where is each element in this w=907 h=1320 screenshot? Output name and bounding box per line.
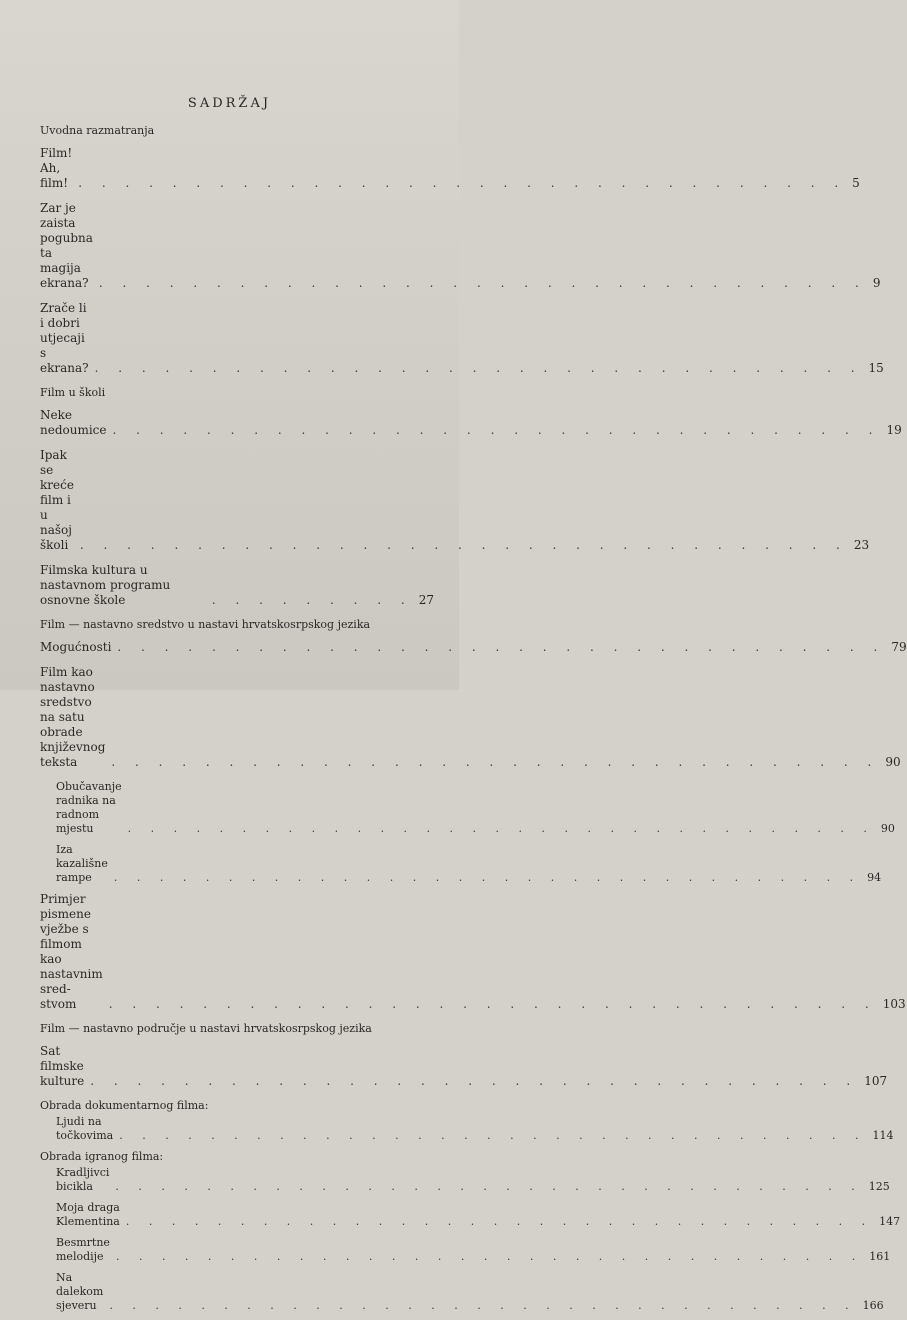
section-heading: Film — nastavno sredstvo u nastavi hrvatskosrpskog jezika <box>40 618 371 631</box>
section-heading: Uvodna razmatranja <box>40 124 155 137</box>
entry-page: 79 <box>891 640 907 654</box>
entry-page: 161 <box>869 1250 891 1263</box>
section-heading: Film — nastavno područje u nastavi hrvatskosrpskog jezika <box>40 1022 372 1035</box>
entry-title: Primjer pismene vježbe s filmom kao nastavnim sred- stvom <box>40 892 103 1011</box>
entry-title: Besmrtne melodije <box>56 1236 110 1263</box>
subsection-heading: Obrada dokumentarnog filma: <box>40 1099 209 1112</box>
entry-page: 114 <box>872 1129 894 1142</box>
entry-page: 94 <box>867 871 882 884</box>
leader-dots: . . . . . . . . . . . . . . . . . . . . . . . . . . . . . . . . . <box>119 1129 867 1142</box>
toc-entry <box>40 1166 890 1194</box>
leader-dots: . . . . . . . . . . . . . . . . . . . . . . . . . . . . . . . . . <box>79 538 848 552</box>
toc-entry <box>40 201 881 291</box>
leader-dots: . . . . . . . . . . . . . . . . . . . . . . . . . . . . . . . . . <box>112 423 881 437</box>
entry-page: 103 <box>882 997 906 1011</box>
leader-dots: . . . . . . . . . . . . . . . . . . . . . . . . . . . . . . . . . <box>117 640 886 654</box>
leader-dots: . . . . . . . . . . . . . . . . . . . . . . . . . . . . . . . . . <box>98 276 867 290</box>
toc-entry <box>40 301 884 376</box>
leader-dots: . . . . . . . . . . . . . . . . . . . . . . . . . . . . . . . . . <box>78 176 847 190</box>
toc-entry <box>40 563 434 608</box>
toc-entry <box>40 408 902 438</box>
toc-entry <box>40 1271 884 1313</box>
leader-dots: . . . . . . . . . . . . . . . . . . . . . . . . . . . . . . . . . <box>90 1074 859 1088</box>
entry-title: Mogućnosti <box>40 640 112 654</box>
entry-title: Sat filmske kulture <box>40 1044 85 1088</box>
toc-entry <box>40 780 895 836</box>
entry-page: 125 <box>868 1180 890 1193</box>
toc-entry <box>40 892 906 1012</box>
leader-dots: . . . . . . . . . . . . . . . . . . . . . . . . . . . . . . . . . <box>115 1250 864 1263</box>
entry-title: Kradljivci bicikla <box>56 1166 110 1193</box>
leader-dots: . . . . . . . . . . . . . . . . . . . . . . . . . . . . . . . . . <box>109 1299 857 1312</box>
entry-page: 5 <box>852 176 860 190</box>
toc-entry <box>40 1201 901 1229</box>
toc-entry <box>40 640 907 655</box>
toc-entry <box>40 146 860 191</box>
entry-title: Ljudi na točkovima <box>56 1115 114 1142</box>
entry-title: Moja draga Klementina <box>56 1201 120 1228</box>
leader-dots: . . . . . . . . . . . . . . . . . . . . . . . . . . . . . . . . . <box>127 822 875 835</box>
toc-entry <box>40 665 901 770</box>
leader-dots: . . . . . . . . . . . . . . . . . . . . . . . . . . . . . . . . . <box>115 1180 863 1193</box>
section-heading: Film u školi <box>40 386 106 399</box>
toc-entry <box>40 1115 894 1143</box>
leader-dots: . . . . . . . . . . . . . . . . . . . . . . . . . . . . . . . . . <box>108 997 877 1011</box>
entry-title: Zrače li i dobri utjecaji s ekrana? <box>40 301 89 375</box>
entry-page: 9 <box>872 276 881 290</box>
entry-title: Obučavanje radnika na radnom mjestu <box>56 780 122 835</box>
entry-page: 27 <box>418 593 434 607</box>
page-title: SADRŽAJ <box>187 96 272 111</box>
subsection-heading: Obrada igranog filma: <box>40 1150 164 1163</box>
entry-title: Ipak se kreće film i u našoj školi <box>40 448 74 552</box>
entry-title: Neke nedoumice <box>40 408 107 437</box>
entry-page: 90 <box>880 822 895 835</box>
entry-title: Filmska kultura u nastavnom programu osnovne škole <box>40 563 171 607</box>
entry-page: 107 <box>864 1074 888 1088</box>
entry-page: 23 <box>853 538 870 552</box>
entry-title: Na dalekom sjeveru <box>56 1271 104 1312</box>
leader-dots: . . . . . . . . . <box>211 593 413 607</box>
entry-title: Film kao nastavno sredstvo na satu obrade književnog teksta <box>40 665 106 769</box>
entry-page: 19 <box>886 423 902 437</box>
entry-page: 166 <box>862 1299 884 1312</box>
leader-dots: . . . . . . . . . . . . . . . . . . . . . . . . . . . . . . . . . <box>111 755 880 769</box>
entry-page: 147 <box>879 1215 901 1228</box>
entry-page: 15 <box>868 361 884 375</box>
leader-dots: . . . . . . . . . . . . . . . . . . . . . . . . . . . . . . . . . <box>125 1215 874 1228</box>
toc-entry <box>40 1236 891 1264</box>
leader-dots: . . . . . . . . . . . . . . . . . . . . . . . . . . . . . . . . . <box>94 361 863 375</box>
toc-entry <box>40 843 882 885</box>
entry-title: Film! Ah, film! <box>40 146 73 190</box>
table-of-contents <box>40 124 907 1320</box>
toc-entry <box>40 1044 888 1089</box>
entry-title: Zar je zaista pogubna ta magija ekrana? <box>40 201 93 290</box>
entry-title: Iza kazališne rampe <box>56 843 108 884</box>
leader-dots: . . . . . . . . . . . . . . . . . . . . . . . . . . . . . . . . . <box>113 871 862 884</box>
toc-entry <box>40 448 870 553</box>
entry-page: 90 <box>885 755 901 769</box>
